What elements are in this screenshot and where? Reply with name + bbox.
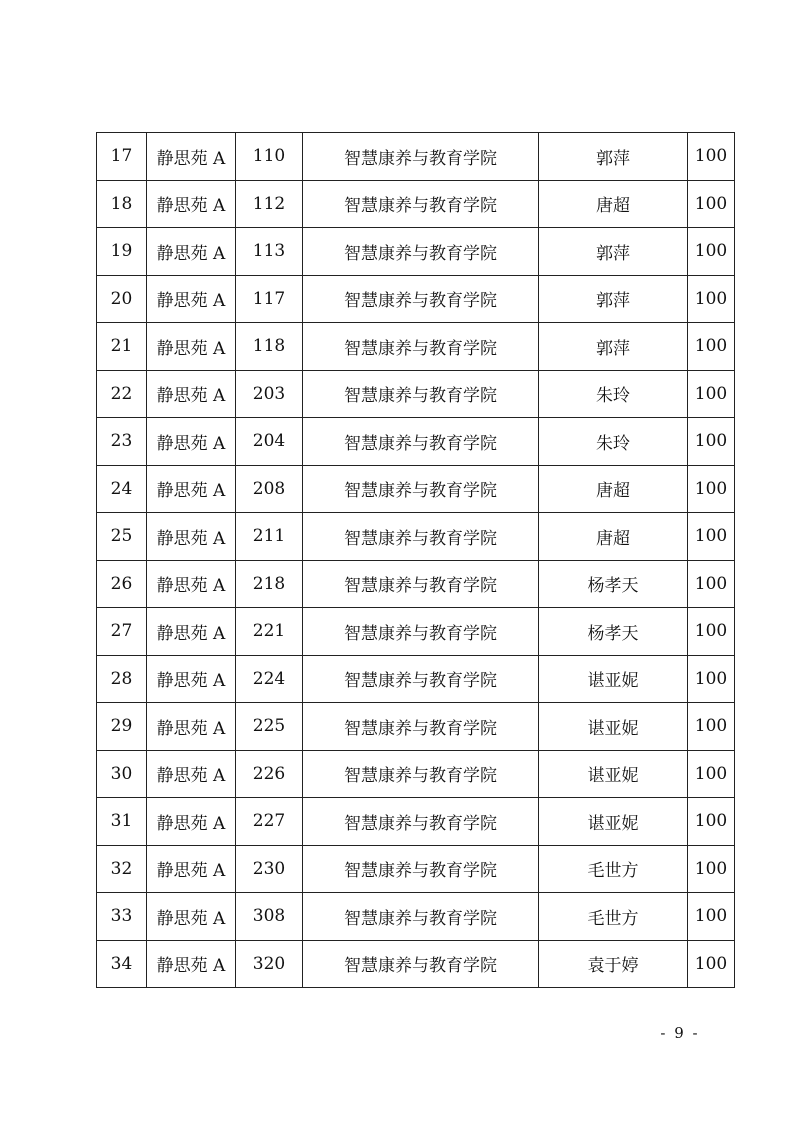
row-number-cell: 28 [97, 655, 147, 703]
page-number: - 9 - [660, 1024, 700, 1042]
building-cell: 静思苑 A [147, 370, 236, 418]
person-cell: 唐超 [539, 180, 688, 228]
room-cell: 110 [236, 133, 303, 181]
person-cell: 谌亚妮 [539, 703, 688, 751]
table-row [97, 228, 735, 276]
score-cell: 100 [688, 418, 735, 466]
score-cell: 100 [688, 655, 735, 703]
person-cell: 谌亚妮 [539, 798, 688, 846]
row-number-cell: 29 [97, 703, 147, 751]
room-cell: 224 [236, 655, 303, 703]
room-cell: 218 [236, 560, 303, 608]
college-cell: 智慧康养与教育学院 [303, 513, 539, 561]
person-cell: 朱玲 [539, 370, 688, 418]
table-row [97, 180, 735, 228]
score-cell: 100 [688, 608, 735, 656]
room-cell: 226 [236, 750, 303, 798]
score-cell: 100 [688, 703, 735, 751]
person-cell: 唐超 [539, 513, 688, 561]
score-cell: 100 [688, 798, 735, 846]
building-cell: 静思苑 A [147, 655, 236, 703]
building-cell: 静思苑 A [147, 133, 236, 181]
room-cell: 221 [236, 608, 303, 656]
person-cell: 谌亚妮 [539, 655, 688, 703]
college-cell: 智慧康养与教育学院 [303, 845, 539, 893]
building-cell: 静思苑 A [147, 940, 236, 988]
building-cell: 静思苑 A [147, 323, 236, 371]
table-row [97, 323, 735, 371]
building-cell: 静思苑 A [147, 560, 236, 608]
row-number-cell: 32 [97, 845, 147, 893]
row-number-cell: 30 [97, 750, 147, 798]
row-number-cell: 18 [97, 180, 147, 228]
person-cell: 郭萍 [539, 323, 688, 371]
college-cell: 智慧康养与教育学院 [303, 750, 539, 798]
table-row [97, 608, 735, 656]
row-number-cell: 19 [97, 228, 147, 276]
row-number-cell: 34 [97, 940, 147, 988]
room-cell: 117 [236, 275, 303, 323]
table-row [97, 798, 735, 846]
table-row [97, 893, 735, 941]
building-cell: 静思苑 A [147, 465, 236, 513]
person-cell: 杨孝天 [539, 560, 688, 608]
table-row [97, 940, 735, 988]
row-number-cell: 26 [97, 560, 147, 608]
college-cell: 智慧康养与教育学院 [303, 655, 539, 703]
score-cell: 100 [688, 370, 735, 418]
room-cell: 208 [236, 465, 303, 513]
row-number-cell: 23 [97, 418, 147, 466]
row-number-cell: 25 [97, 513, 147, 561]
row-number-cell: 17 [97, 133, 147, 181]
table-row [97, 133, 735, 181]
table-row [97, 370, 735, 418]
table-row [97, 750, 735, 798]
row-number-cell: 21 [97, 323, 147, 371]
person-cell: 郭萍 [539, 275, 688, 323]
score-cell: 100 [688, 133, 735, 181]
score-cell: 100 [688, 750, 735, 798]
room-cell: 308 [236, 893, 303, 941]
room-cell: 211 [236, 513, 303, 561]
college-cell: 智慧康养与教育学院 [303, 418, 539, 466]
college-cell: 智慧康养与教育学院 [303, 940, 539, 988]
score-cell: 100 [688, 893, 735, 941]
room-cell: 113 [236, 228, 303, 276]
room-cell: 203 [236, 370, 303, 418]
score-cell: 100 [688, 275, 735, 323]
college-cell: 智慧康养与教育学院 [303, 608, 539, 656]
person-cell: 毛世方 [539, 893, 688, 941]
room-cell: 204 [236, 418, 303, 466]
row-number-cell: 33 [97, 893, 147, 941]
college-cell: 智慧康养与教育学院 [303, 323, 539, 371]
table-body [97, 133, 735, 988]
building-cell: 静思苑 A [147, 418, 236, 466]
dormitory-score-table [96, 132, 735, 988]
row-number-cell: 27 [97, 608, 147, 656]
room-cell: 225 [236, 703, 303, 751]
building-cell: 静思苑 A [147, 798, 236, 846]
table-row [97, 275, 735, 323]
table-row [97, 418, 735, 466]
person-cell: 袁于婷 [539, 940, 688, 988]
score-cell: 100 [688, 513, 735, 561]
building-cell: 静思苑 A [147, 750, 236, 798]
person-cell: 朱玲 [539, 418, 688, 466]
building-cell: 静思苑 A [147, 893, 236, 941]
person-cell: 郭萍 [539, 133, 688, 181]
row-number-cell: 31 [97, 798, 147, 846]
row-number-cell: 22 [97, 370, 147, 418]
college-cell: 智慧康养与教育学院 [303, 560, 539, 608]
college-cell: 智慧康养与教育学院 [303, 275, 539, 323]
person-cell: 郭萍 [539, 228, 688, 276]
score-cell: 100 [688, 465, 735, 513]
row-number-cell: 20 [97, 275, 147, 323]
table-row [97, 845, 735, 893]
room-cell: 320 [236, 940, 303, 988]
college-cell: 智慧康养与教育学院 [303, 703, 539, 751]
room-cell: 230 [236, 845, 303, 893]
college-cell: 智慧康养与教育学院 [303, 180, 539, 228]
person-cell: 毛世方 [539, 845, 688, 893]
college-cell: 智慧康养与教育学院 [303, 465, 539, 513]
college-cell: 智慧康养与教育学院 [303, 798, 539, 846]
building-cell: 静思苑 A [147, 845, 236, 893]
score-cell: 100 [688, 845, 735, 893]
college-cell: 智慧康养与教育学院 [303, 370, 539, 418]
college-cell: 智慧康养与教育学院 [303, 228, 539, 276]
person-cell: 谌亚妮 [539, 750, 688, 798]
table-row [97, 513, 735, 561]
building-cell: 静思苑 A [147, 513, 236, 561]
score-cell: 100 [688, 560, 735, 608]
building-cell: 静思苑 A [147, 275, 236, 323]
building-cell: 静思苑 A [147, 228, 236, 276]
room-cell: 118 [236, 323, 303, 371]
college-cell: 智慧康养与教育学院 [303, 133, 539, 181]
building-cell: 静思苑 A [147, 180, 236, 228]
row-number-cell: 24 [97, 465, 147, 513]
table-row [97, 703, 735, 751]
score-cell: 100 [688, 228, 735, 276]
building-cell: 静思苑 A [147, 608, 236, 656]
person-cell: 杨孝天 [539, 608, 688, 656]
room-cell: 112 [236, 180, 303, 228]
person-cell: 唐超 [539, 465, 688, 513]
college-cell: 智慧康养与教育学院 [303, 893, 539, 941]
score-cell: 100 [688, 180, 735, 228]
room-cell: 227 [236, 798, 303, 846]
score-cell: 100 [688, 940, 735, 988]
table-row [97, 465, 735, 513]
score-cell: 100 [688, 323, 735, 371]
building-cell: 静思苑 A [147, 703, 236, 751]
table-row [97, 655, 735, 703]
table-row [97, 560, 735, 608]
